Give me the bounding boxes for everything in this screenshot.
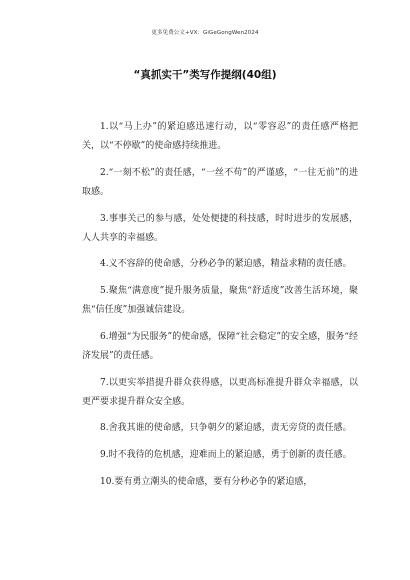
- outline-item-9: 9.时不我待的危机感，迎难而上的紧迫感，勇于创新的责任感。: [100, 449, 352, 460]
- header-watermark: 更多免费公文+VX：GiGeGongWen2024: [151, 30, 259, 36]
- document-body: [82, 118, 358, 499]
- outline-item-7: 7.以更实举措提升群众获得感，以更高标准提升群众幸福感，以更严要求提升群众安全感。: [82, 377, 358, 407]
- outline-item-5: 5.聚焦“满意度”提升服务质量，聚焦“舒适度”改善生活环境，聚焦“信任度”加强诚信建设。: [82, 285, 358, 316]
- outline-item-1: 1.以“马上办”的紧迫感迅速行动，以“零容忍”的责任感严格把关，以“不停歇”的使命感持续推进。: [82, 122, 358, 152]
- outline-item-10: 10.要有勇立潮头的使命感，要有分秒必争的紧迫感，: [100, 476, 313, 487]
- outline-item-6: 6.增强“为民服务”的使命感，保障“社会稳定”的安全感，服务“经济发展”的责任感。: [82, 331, 358, 361]
- outline-item-3: 3.事事关己的参与感，处处便捷的科技感，时时进步的发展感，人人共享的幸福感。: [82, 213, 358, 243]
- outline-item-2: 2.“一刻不松”的责任感，“一丝不苟”的严谨感，“一往无前”的进取感。: [82, 167, 358, 197]
- document-title: “真抓实干”类写作提纲(40组): [133, 69, 277, 81]
- outline-item-4: 4.义不容辞的使命感，分秒必争的紧迫感，精益求精的责任感。: [100, 259, 352, 270]
- outline-item-8: 8.舍我其谁的使命感，只争朝夕的紧迫感，责无旁贷的责任感。: [100, 423, 352, 434]
